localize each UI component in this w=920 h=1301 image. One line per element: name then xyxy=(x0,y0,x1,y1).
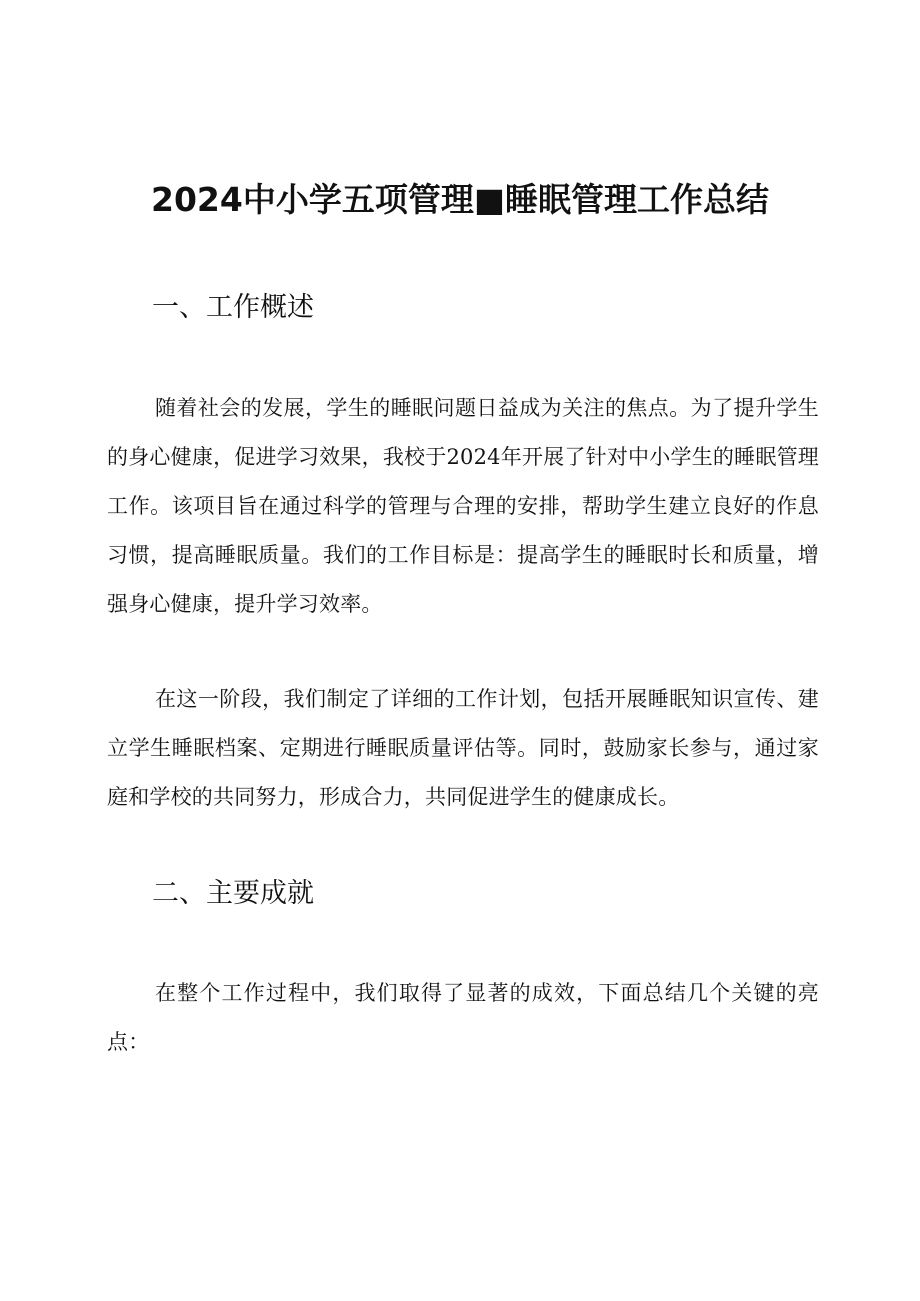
section-heading-overview: 一、工作概述 xyxy=(152,292,314,323)
paragraph-overview-1: 随着社会的发展，学生的睡眠问题日益成为关注的焦点。为了提升学生的身心健康，促进学习效果，我校于2024年开展了针对中小学生的睡眠管理工作。该项目旨在通过科学的管理与合理的安排，帮助学生建立良好的作息习惯，提高睡眠质量。我们的工作目标是：提高学生的睡眠时长和质量，增强身心健康，提升学习效率。 xyxy=(107,396,819,616)
paragraph-achievements-1: 在整个工作过程中，我们取得了显著的成效，下面总结几个关键的亮点： xyxy=(107,981,819,1054)
section-heading-achievements: 二、主要成就 xyxy=(152,878,314,909)
document-title: 2024中小学五项管理■睡眠管理工作总结 xyxy=(150,180,770,219)
paragraph-overview-2: 在这一阶段，我们制定了详细的工作计划，包括开展睡眠知识宣传、建立学生睡眠档案、定期进行睡眠质量评估等。同时，鼓励家长参与，通过家庭和学校的共同努力，形成合力，共同促进学生的健康成长。 xyxy=(107,687,819,809)
